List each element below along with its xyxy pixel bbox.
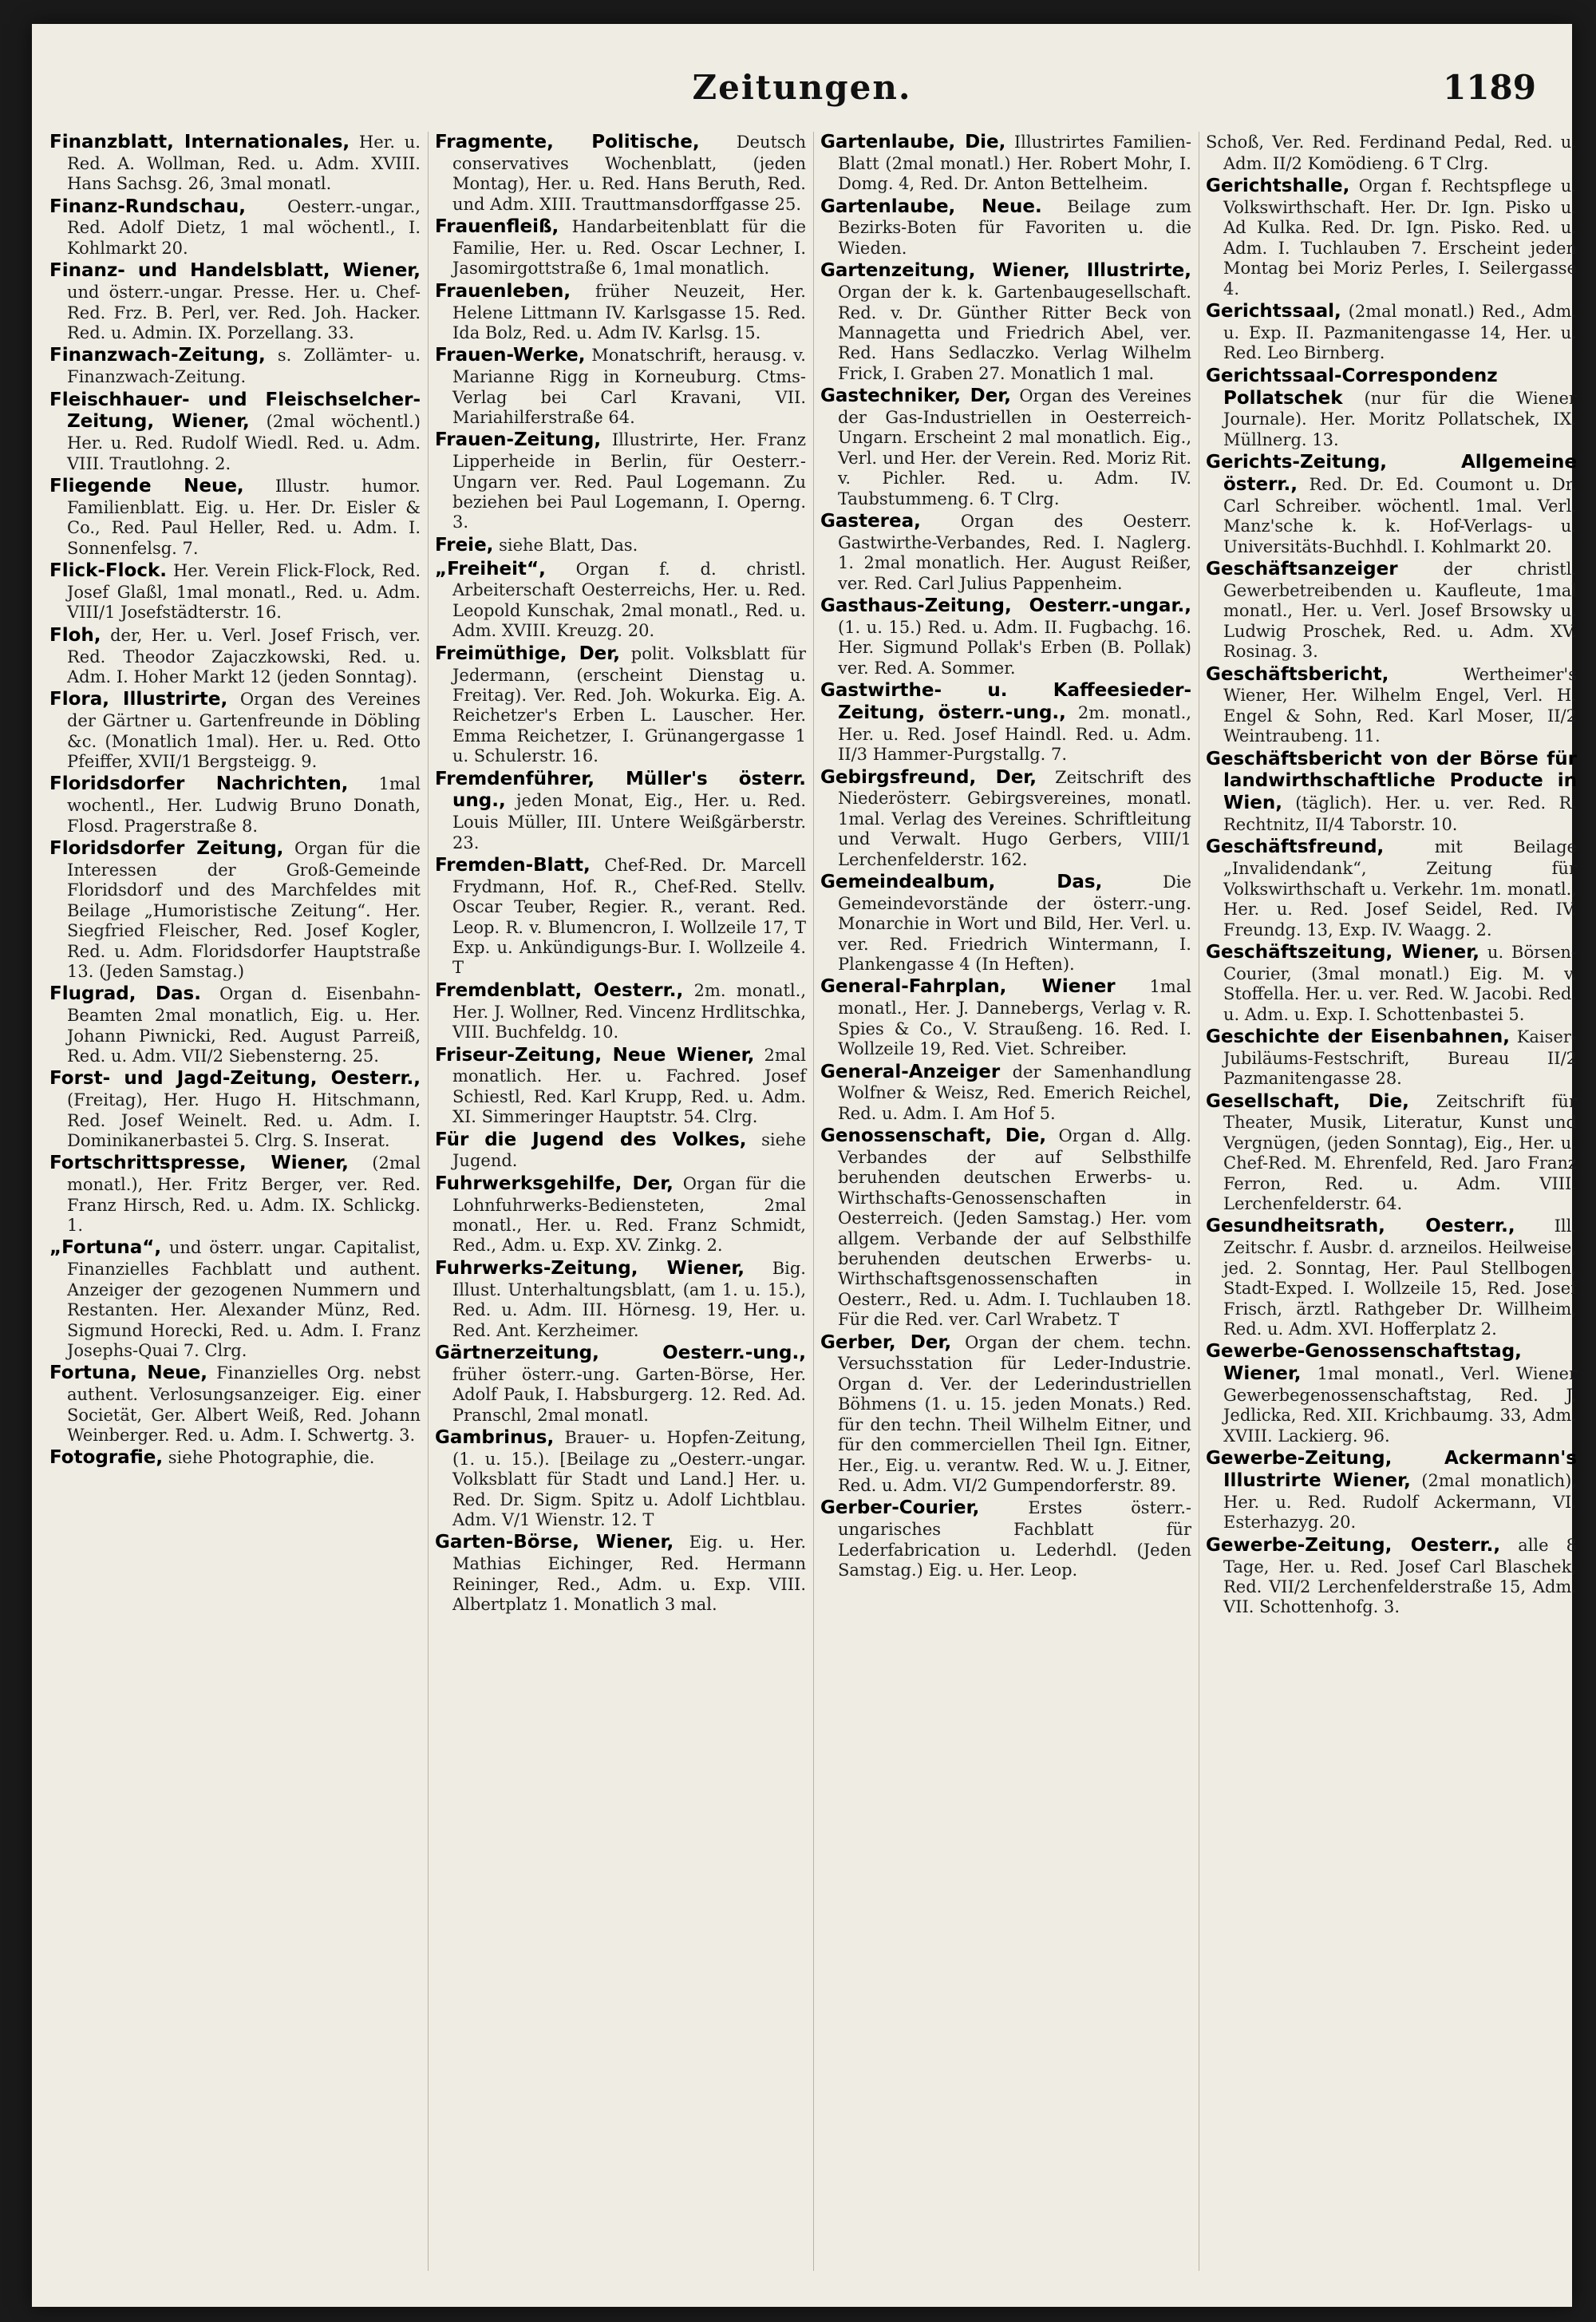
directory-entry xyxy=(1206,1341,1577,1446)
entry-title: Gambrinus, xyxy=(435,1426,555,1448)
directory-entry xyxy=(435,1173,806,1256)
directory-entry xyxy=(1206,366,1577,450)
entry-title: Finanzblatt, Internationales, xyxy=(49,132,350,152)
entry-title: Friseur-Zeitung, Neue Wiener, xyxy=(435,1044,755,1066)
directory-entry xyxy=(820,680,1191,765)
entry-title: Fortuna, Neue, xyxy=(49,1363,207,1384)
entry-title: Floridsdorfer Nachrichten, xyxy=(49,773,349,795)
directory-entry xyxy=(1206,452,1577,557)
entry-text: Organ des Vereines der Gärtner u. Gartenfreunde in Döbling &c. (Monatlich 1mal). Her. u. Red. Otto Pfeiffer, XVII/1 Bergsteigg. 9. xyxy=(67,690,421,771)
entry-title: Geschäftszeitung, Wiener, xyxy=(1206,941,1479,963)
directory-entry xyxy=(820,872,1191,975)
directory-entry xyxy=(49,625,421,688)
entry-text: Organ für die Interessen der Groß-Gemeinde Floridsdorf und des Marchfeldes mit Beilage „Humoristische Zeitung“. Her. Siegfried Fleischer, Red. Josef Kogler, Red. u. Adm. Floridsdorfer Hauptstraße 13. (Jeden Samstag.) xyxy=(67,839,421,981)
entry-text: Organ d. Allg. Verbandes der auf Selbsthilfe beruhenden deutschen Erwerbs- u. Wirthschafts-Genossenschaften in Oesterreich. (Jeden Samstag.) Her. vom allgem. Verbande der auf Selbsthilfe beruhenden deutschen Erwerbs- u. Wirthschaftsgenossenschaften in Oesterr., Red. u. Adm. I. Tuchlauben 18. Für die Red. ver. Carl Wrabetz. T xyxy=(838,1126,1191,1330)
entry-text: Organ des Oesterr. Gastwirthe-Verbandes, Red. I. Naglerg. 1. 2mal monatlich. Her. August Reißer, ver. Red. Carl Julius Pappenheim. xyxy=(838,512,1191,593)
entry-title: Frauen-Zeitung, xyxy=(435,429,602,451)
directory-entry xyxy=(435,559,806,642)
directory-entry xyxy=(820,595,1191,678)
entry-title: Fremdenführer, Müller's österr. ung., xyxy=(435,768,806,812)
directory-entry xyxy=(49,132,421,195)
directory-entry xyxy=(435,345,806,428)
entry-text: jeden Monat, Eig., Her. u. Red. Louis Müller, III. Untere Weißgärberstr. 23. xyxy=(452,791,806,852)
directory-entry xyxy=(49,773,421,837)
directory-entry xyxy=(49,1068,421,1151)
entry-title: „Freiheit“, xyxy=(435,558,546,580)
entry-text: (1. u. 15.) Red. u. Adm. II. Fugbachg. 16. Her. Sigmund Pollak's Erben (B. Pollak) ver. Red. A. Sommer. xyxy=(838,617,1191,678)
entry-text: mit Beilage „Invalidendank“, Zeitung für Volkswirthschaft u. Verkehr. 1m. monatl., Her. u. Red. Josef Seidel, Red. IV. Freundg. 13, Exp. IV. Waagg. 2. xyxy=(1223,837,1577,939)
entry-title: Gemeindealbum, Das, xyxy=(820,872,1103,893)
entry-text: Organ der k. k. Gartenbaugesellschaft. Red. v. Dr. Günther Ritter Beck von Mannagetta und Friedrich Abel, ver. Red. Hans Sedlaczko. Verlag Wilhelm Frick, I. Graben 27. Monatlich 1 mal. xyxy=(838,283,1191,383)
entry-title: Fortschrittspresse, Wiener, xyxy=(49,1153,349,1174)
entry-text: (2mal monatlich), Her. u. Red. Rudolf Ackermann, VI. Esterhazyg. 20. xyxy=(1223,1471,1577,1533)
directory-entry xyxy=(820,767,1191,870)
entry-text: Erstes österr.-ungarisches Fachblatt für Lederfabrication u. Lederhdl. (Jeden Samstag.) Eig. u. Her. Leop. xyxy=(838,1498,1191,1580)
entry-title: Gesellschaft, Die, xyxy=(1206,1090,1409,1112)
entry-text: Oesterr.-ungar., Red. Adolf Dietz, 1 mal wöchentl., I. Kohlmarkt 20. xyxy=(67,196,421,258)
entry-title: Gärtnerzeitung, Oesterr.-ung., xyxy=(435,1342,806,1363)
entry-text: Her. Verein Flick-Flock, Red. Josef Glaßl, 1mal monatl., Red. u. Adm. VIII/1 Josefstädterstr. 16. xyxy=(67,561,421,623)
column-divider xyxy=(428,132,429,2271)
entry-text: Deutsch conservatives Wochenblatt, (jeden Montag), Her. u. Red. Hans Beruth, Red. und Adm. XIII. Trauttmansdorffgasse 25. xyxy=(452,133,806,214)
entry-title: Geschichte der Eisenbahnen, xyxy=(1206,1026,1510,1047)
directory-entry xyxy=(49,260,421,343)
directory-entry xyxy=(1206,1535,1577,1618)
directory-entry xyxy=(435,1343,806,1426)
directory-entry xyxy=(49,1447,421,1470)
entry-title: Fuhrwerksgehilfe, Der, xyxy=(435,1173,674,1194)
directory-entry xyxy=(435,769,806,853)
entry-title: Gewerbe-Zeitung, Ackermann's Illustrirte Wiener, xyxy=(1206,1448,1577,1492)
entry-text: Organ der chem. techn. Versuchsstation für Leder-Industrie. Organ d. Ver. der Lederindustriellen Böhmens (1. u. 15. jeden Monats.) Red. für den techn. Theil Wilhelm Eitner, und für den commerciellen Theil Ign. Eitner, Her., Eig. u. verantw. Red. W. u. J. Eitner, Red. u. Adm. VI/2 Gumpendorferstr. 89. xyxy=(838,1332,1191,1495)
entry-title: Gasterea, xyxy=(820,511,921,532)
entry-title: Gastechniker, Der, xyxy=(820,386,1011,407)
entry-text: Big. Illust. Unterhaltungsblatt, (am 1. u. 15.), Red. u. Adm. III. Hörnesg. 19, Her. u. Red. Ant. Kerzheimer. xyxy=(452,1258,806,1340)
entry-title: Geschäftsbericht, xyxy=(1206,663,1389,685)
entry-text: u. Börsen-Courier, (3mal monatl.) Eig. M. v. Stoffella. Her. u. ver. Red. W. Jacobi. Red. u. Adm. u. Exp. I. Schottenbastei 5. xyxy=(1223,942,1577,1024)
entry-text: Die Gemeindevorstände der österr.-ung. Monarchie in Wort und Bild, Her. Verl. u. ver. Red. Friedrich Wintermann, I. Plankengasse 4 (In Heften). xyxy=(838,872,1191,975)
entry-title: Gasthaus-Zeitung, Oesterr.-ungar., xyxy=(820,595,1191,617)
entry-text: siehe Blatt, Das. xyxy=(499,535,638,555)
entry-title: Fremden-Blatt, xyxy=(435,855,591,876)
entry-text: Brauer- u. Hopfen-Zeitung, (1. u. 15.). [Beilage zu „Oesterr.-ungar. Volksblatt für Stadt und Land.] Her. u. Red. Dr. Sigm. Spitz u. Adolf Lichtblau. Adm. V/1 Wienstr. 12. T xyxy=(452,1427,806,1529)
entry-text: Finanzielles Org. nebst authent. Verlosungsanzeiger. Eig. einer Societät, Ger. Albert Weiß, Red. Johann Weinberger. Red. u. Adm. I. Schwertg. 3. xyxy=(67,1363,421,1445)
entry-text: (täglich). Her. u. ver. Red. R. Rechtnitz, II/4 Taborstr. 10. xyxy=(1223,793,1577,835)
directory-entry xyxy=(820,1062,1191,1125)
directory-entry xyxy=(1206,301,1577,364)
entry-text: Kaiser-Jubiläums-Festschrift, Bureau II/2 Pazmanitengasse 28. xyxy=(1223,1027,1577,1089)
directory-entry xyxy=(435,216,806,279)
directory-entry xyxy=(49,196,421,259)
directory-entry xyxy=(820,132,1191,195)
directory-entry xyxy=(435,1045,806,1128)
column-4 xyxy=(1206,132,1577,2287)
directory-entry xyxy=(820,976,1191,1059)
entry-text: der, Her. u. Verl. Josef Frisch, ver. Red. Theodor Zajaczkowski, Red. u. Adm. I. Hoher Markt 12 (jeden Sonntag). xyxy=(67,625,421,686)
directory-entry xyxy=(435,429,806,532)
entry-title: Gesundheitsrath, Oesterr., xyxy=(1206,1216,1515,1237)
page-number: 1189 xyxy=(1443,68,1536,107)
directory-entry xyxy=(435,535,806,557)
entry-text: Beilage zum Bezirks-Boten für Favoriten u. die Wieden. xyxy=(838,196,1191,258)
entry-text: 2m. monatl., Her. J. Wollner, Red. Vincenz Hrdlitschka, VIII. Buchfeldg. 10. xyxy=(452,980,806,1042)
entry-text: (2mal wöchentl.) Her. u. Red. Rudolf Wiedl. Red. u. Adm. VIII. Trautlohng. 2. xyxy=(67,412,421,473)
entry-text: Schoß, Ver. Red. Ferdinand Pedal, Red. u. Adm. II/2 Komödieng. 6 T Clrg. xyxy=(1206,133,1577,173)
entry-title: Frauenfleiß, xyxy=(435,216,559,238)
directory-entry xyxy=(820,196,1191,259)
entry-text: Organ d. Eisenbahn-Beamten 2mal monatlich, Eig. u. Her. Johann Piwnicki, Red. August Parreiß, Red. u. Adm. VII/2 Siebensterng. 25. xyxy=(67,984,421,1066)
entry-text: Organ des Vereines der Gas-Industriellen in Oesterreich-Ungarn. Erscheint 2 mal monatlich. Eig., Verl. und Her. der Verein. Red. Moriz Rit. v. Pichler. Red. u. Adm. IV. Taubstummeng. 6. T Clrg. xyxy=(838,386,1191,508)
directory-entry xyxy=(435,1427,806,1530)
directory-entry xyxy=(820,1497,1191,1580)
entry-title: Gerber, Der, xyxy=(820,1331,952,1353)
directory-entry xyxy=(435,980,806,1043)
directory-entry xyxy=(1206,837,1577,939)
entry-text: Chef-Red. Dr. Marcell Frydmann, Hof. R., Chef-Red. Stellv. Oscar Teuber, Regier. R., verant. Red. Leop. R. v. Blumencron, I. Wollzeile 17, T Exp. u. Ankündigungs-Bur. I. Wollzeile 4. T xyxy=(452,856,806,978)
entry-text: Illustrirte, Her. Franz Lipperheide in Berlin, für Oesterr.-Ungarn ver. Red. Paul Logemann. Zu beziehen bei Paul Logemann, I. Operng. 3. xyxy=(452,430,806,532)
entry-title: Freie, xyxy=(435,534,494,556)
entry-text: 1mal wochentl., Her. Ludwig Bruno Donath, Flosd. Pragerstraße 8. xyxy=(67,774,421,836)
entry-title: Gewerbe-Zeitung, Oesterr., xyxy=(1206,1534,1501,1556)
entry-text: der Samenhandlung Wolfner & Weisz, Red. Emerich Reichel, Red. u. Adm. I. Am Hof 5. xyxy=(838,1062,1191,1123)
entry-text: Monatschrift, herausg. v. Marianne Rigg in Korneuburg. Ctms-Verlag bei Carl Kravani, VII. Mariahilferstraße 64. xyxy=(452,346,806,427)
entry-title: Fuhrwerks-Zeitung, Wiener, xyxy=(435,1257,745,1279)
entry-text: 1mal monatl., Her. J. Dannebergs, Verlag v. R. Spies & Co., V. Straußeng. 16. Red. I. Wollzeile 19, Red. Viet. Schreiber. xyxy=(838,977,1191,1059)
directory-entry xyxy=(1206,1448,1577,1533)
entry-text: 2m. monatl., Her. u. Red. Josef Haindl. Red. u. Adm. II/3 Hammer-Purgstallg. 7. xyxy=(838,702,1191,765)
entry-title: Gewerbe-Genossenschaftstag, Wiener, xyxy=(1206,1341,1522,1385)
directory-entry xyxy=(49,689,421,772)
column-1 xyxy=(49,132,421,2287)
directory-entry xyxy=(435,281,806,344)
directory-entry xyxy=(49,1153,421,1236)
column-divider xyxy=(813,132,814,2271)
entry-title: Gerichtssaal, xyxy=(1206,301,1341,322)
entry-text: Illustr. humor. Familienblatt. Eig. u. Her. Dr. Eisler & Co., Red. Paul Heller, Red. u. Adm. I. Sonnenfelsg. 7. xyxy=(67,477,421,558)
entry-title: Geschäftsanzeiger xyxy=(1206,559,1398,580)
entry-title: Genossenschaft, Die, xyxy=(820,1125,1047,1147)
entry-text: siehe Photographie, die. xyxy=(168,1448,375,1468)
directory-entry xyxy=(1206,132,1577,174)
entry-text: Her. u. Red. A. Wollman, Red. u. Adm. XVIII. Hans Sachsg. 26, 3mal monatl. xyxy=(67,133,421,194)
entry-text: Organ f. Rechtspflege u. Volkswirthschaft. Her. Dr. Ign. Pisko u. Ad Kulka. Red. Dr. Ign. Pisko. Red. u. Adm. I. Tuchlauben 7. Erscheint jeden Montag bei Moriz Perles, I. Seilergasse 4. xyxy=(1223,176,1577,299)
entry-title: Fragmente, Politische, xyxy=(435,132,700,152)
directory-entry xyxy=(820,511,1191,594)
directory-entry xyxy=(49,1363,421,1446)
entry-title: Gerber-Courier, xyxy=(820,1497,980,1519)
directory-entry xyxy=(1206,749,1577,836)
directory-entry xyxy=(435,1258,806,1341)
entry-title: Flugrad, Das. xyxy=(49,983,201,1005)
directory-entry xyxy=(49,983,421,1066)
entry-text: früher Neuzeit, Her. Helene Littmann IV. Karlsgasse 15. Red. Ida Bolz, Red. u. Adm IV. Karlsg. 15. xyxy=(452,281,806,342)
entry-text: (Freitag), Her. Hugo H. Hitschmann, Red. Josef Weinelt. Red. u. Adm. I. Dominikanerbastei 5. Clrg. S. Inserat. xyxy=(67,1090,421,1150)
directory-entry xyxy=(435,1129,806,1172)
entry-title: Gartenzeitung, Wiener, Illustrirte, xyxy=(820,260,1191,282)
entry-title: Fliegende Neue, xyxy=(49,476,244,497)
directory-entry xyxy=(435,132,806,215)
directory-entry xyxy=(49,390,421,474)
entry-text: 2mal monatlich. Her. u. Fachred. Josef Schiestl, Red. Karl Krupp, Red. u. Adm. XI. Simmeringer Hauptstr. 54. Clrg. xyxy=(452,1045,806,1127)
entry-title: Gartenlaube, Die, xyxy=(820,132,1006,152)
entry-text: Handarbeitenblatt für die Familie, Her. u. Red. Oscar Lechner, I. Jasomirgottstraße 6, 1mal monatlich. xyxy=(452,217,806,279)
entry-text: 1mal monatl., Verl. Wiener Gewerbegenossenschaftstag, Red. J. Jedlicka, Red. XII. Krichbaumg. 33, Adm. XVIII. Lackierg. 96. xyxy=(1223,1364,1577,1446)
directory-entry xyxy=(49,1237,421,1361)
page-header xyxy=(32,68,1572,124)
entry-text: Ill. Zeitschr. f. Ausbr. d. arzneilos. Heilweise, jed. 2. Sonntag, Her. Paul Stellbogen, Stadt-Exped. I. Wollzeile 15, Red. Josef Frisch, ärztl. Rathgeber Dr. Willheim, Red. u. Adm. XVI. Hofferplatz 2. xyxy=(1223,1216,1577,1339)
entry-text: Zeitschrift für Theater, Musik, Literatur, Kunst und Vergnügen, (jeden Sonntag), Eig., Her. u. Chef-Red. M. Ehrenfeld, Red. Jaro Franz Ferron, Red. u. Adm. VIII. Lerchenfelderstr. 64. xyxy=(1223,1091,1577,1214)
entry-title: Flick-Flock. xyxy=(49,560,168,582)
directory-entry xyxy=(1206,664,1577,747)
directory-entry xyxy=(820,1125,1191,1330)
entry-text: (nur für die Wiener Journale). Her. Moritz Pollatschek, IX. Müllnerg. 13. xyxy=(1223,388,1577,449)
entry-title: Gartenlaube, Neue. xyxy=(820,196,1042,217)
directory-entry xyxy=(1206,1216,1577,1339)
entry-text: (2mal monatl.) Red., Adm. u. Exp. II. Pazmanitengasse 14, Her. u. Red. Leo Birnberg. xyxy=(1223,302,1577,363)
directory-entry xyxy=(49,476,421,559)
directory-entry xyxy=(49,560,421,623)
entry-text: Organ f. d. christl. Arbeiterschaft Oesterreichs, Her. u. Red. Leopold Kunschak, 2mal monatl., Red. u. Adm. XVIII. Kreuzg. 20. xyxy=(452,559,806,641)
entry-title: Floh, xyxy=(49,624,101,646)
entry-title: „Fortuna“, xyxy=(49,1237,162,1259)
entry-title: Finanz-Rundschau, xyxy=(49,196,247,217)
entry-text: Organ für die Lohnfuhrwerks-Bediensteten, 2mal monatl., Her. u. Red. Franz Schmidt, Red., Adm. u. Exp. XV. Zinkg. 2. xyxy=(452,1173,806,1256)
directory-entry xyxy=(1206,942,1577,1025)
directory-columns xyxy=(49,132,1577,2287)
entry-text: und österr.-ungar. Presse. Her. u. Chef-Red. Frz. B. Perl, ver. Red. Joh. Hacker. Red. u. Admin. IX. Porzellang. 33. xyxy=(67,283,421,342)
entry-title: Geschäftsfreund, xyxy=(1206,837,1385,858)
entry-title: Finanz- und Handelsblatt, Wiener, xyxy=(49,260,421,282)
newspaper-page xyxy=(32,24,1577,2307)
page-title: Zeitungen. xyxy=(692,68,912,107)
entry-title: Gerichtssaal-Correspondenz Pollatschek xyxy=(1206,365,1498,409)
column-2 xyxy=(435,132,806,2287)
entry-title: General-Anzeiger xyxy=(820,1061,1001,1082)
entry-title: Für die Jugend des Volkes, xyxy=(435,1129,747,1150)
entry-title: Gastwirthe- u. Kaffeesieder-Zeitung, österr.-ung., xyxy=(820,680,1191,723)
directory-entry xyxy=(1206,1027,1577,1090)
entry-title: Fremdenblatt, Oesterr., xyxy=(435,979,684,1001)
directory-entry xyxy=(49,838,421,982)
entry-text: Illustrirtes Familien-Blatt (2mal monatl.) Her. Robert Mohr, I. Domg. 4, Red. Dr. Anton Bettelheim. xyxy=(838,133,1191,194)
entry-title: Gerichts-Zeitung, Allgemeine österr., xyxy=(1206,452,1577,496)
entry-title: General-Fahrplan, Wiener xyxy=(820,976,1116,998)
directory-entry xyxy=(435,855,806,979)
entry-text: Eig. u. Her. Mathias Eichinger, Red. Hermann Reininger, Red., Adm. u. Exp. VIII. Albertplatz 1. Monatlich 3 mal. xyxy=(452,1533,806,1615)
entry-title: Fleischhauer- und Fleischselcher-Zeitung, Wiener, xyxy=(49,389,421,433)
entry-title: Garten-Börse, Wiener, xyxy=(435,1532,674,1553)
entry-title: Geschäftsbericht von der Börse für landwirthschaftliche Producte in Wien, xyxy=(1206,748,1577,814)
directory-entry xyxy=(820,260,1191,384)
entry-title: Gerichtshalle, xyxy=(1206,176,1350,197)
entry-text: und österr. ungar. Capitalist, Finanzielles Fachblatt und authent. Anzeiger der gezogenen Nummern und Restanten. Her. Alexander Münz, Red. Sigmund Horecki, Red. u. Adm. I. Franz Josephs-Quai 7. Clrg. xyxy=(67,1238,421,1360)
entry-title: Flora, Illustrirte, xyxy=(49,689,228,710)
entry-title: Frauenleben, xyxy=(435,280,571,302)
directory-entry xyxy=(1206,176,1577,299)
directory-entry xyxy=(435,1532,806,1615)
entry-text: Wertheimer's Wiener, Her. Wilhelm Engel, Verl. H. Engel & Sohn, Red. Karl Moser, II/2 Weintraubeng. 11. xyxy=(1223,664,1577,746)
entry-text: (2mal monatl.), Her. Fritz Berger, ver. Red. Franz Hirsch, Red. u. Adm. IX. Schlickg. 1. xyxy=(67,1153,421,1236)
column-3 xyxy=(820,132,1191,2287)
entry-text: siehe Jugend. xyxy=(452,1129,806,1171)
directory-entry xyxy=(820,1332,1191,1497)
entry-title: Freimüthige, Der, xyxy=(435,643,620,664)
directory-entry xyxy=(820,386,1191,509)
entry-title: Frauen-Werke, xyxy=(435,345,586,366)
entry-title: Finanzwach-Zeitung, xyxy=(49,345,266,366)
entry-text: früher österr.-ung. Garten-Börse, Her. Adolf Pauk, I. Habsburgerg. 12. Red. Ad. Pranschl, 2mal monatl. xyxy=(452,1364,806,1425)
entry-text: polit. Volksblatt für Jedermann, (erscheint Dienstag u. Freitag). Ver. Red. Joh. Wokurka. Eig. A. Reichetzer's Erben L. Lauscher. Her. Emma Reichetzer, I. Grünangergasse 1 u. Schulerstr. 16. xyxy=(452,643,806,766)
directory-entry xyxy=(1206,1091,1577,1215)
entry-title: Fotografie, xyxy=(49,1447,164,1469)
directory-entry xyxy=(435,643,806,767)
entry-text: s. Zollämter- u. Finanzwach-Zeitung. xyxy=(67,346,421,387)
entry-text: Zeitschrift des Niederösterr. Gebirgsvereines, monatl. 1mal. Verlag des Vereines. Schriftleitung und Verwalt. Hugo Gerbers, VIII/1 Lerchenfelderstr. 162. xyxy=(838,767,1191,869)
entry-text: Red. Dr. Ed. Coumont u. Dr. Carl Schreiber. wöchentl. 1mal. Verl. Manz'sche k. k. Hof-Verlags- u. Universitäts-Buchhdl. I. Kohlmarkt 20. xyxy=(1223,475,1577,556)
directory-entry xyxy=(49,345,421,387)
entry-title: Forst- und Jagd-Zeitung, Oesterr., xyxy=(49,1068,421,1090)
directory-entry xyxy=(1206,559,1577,662)
entry-title: Gebirgsfreund, Der, xyxy=(820,766,1037,788)
entry-text: alle 8 Tage, Her. u. Red. Josef Carl Blaschek, Red. VII/2 Lerchenfelderstraße 15, Adm. VII. Schottenhofg. 3. xyxy=(1223,1535,1577,1617)
entry-title: Floridsdorfer Zeitung, xyxy=(49,838,284,860)
entry-text: der christl. Gewerbetreibenden u. Kaufleute, 1mal monatl., Her. u. Verl. Josef Brsowsky u. Ludwig Proschek, Red. u. Adm. XV. Rosinag. 3. xyxy=(1223,560,1577,662)
